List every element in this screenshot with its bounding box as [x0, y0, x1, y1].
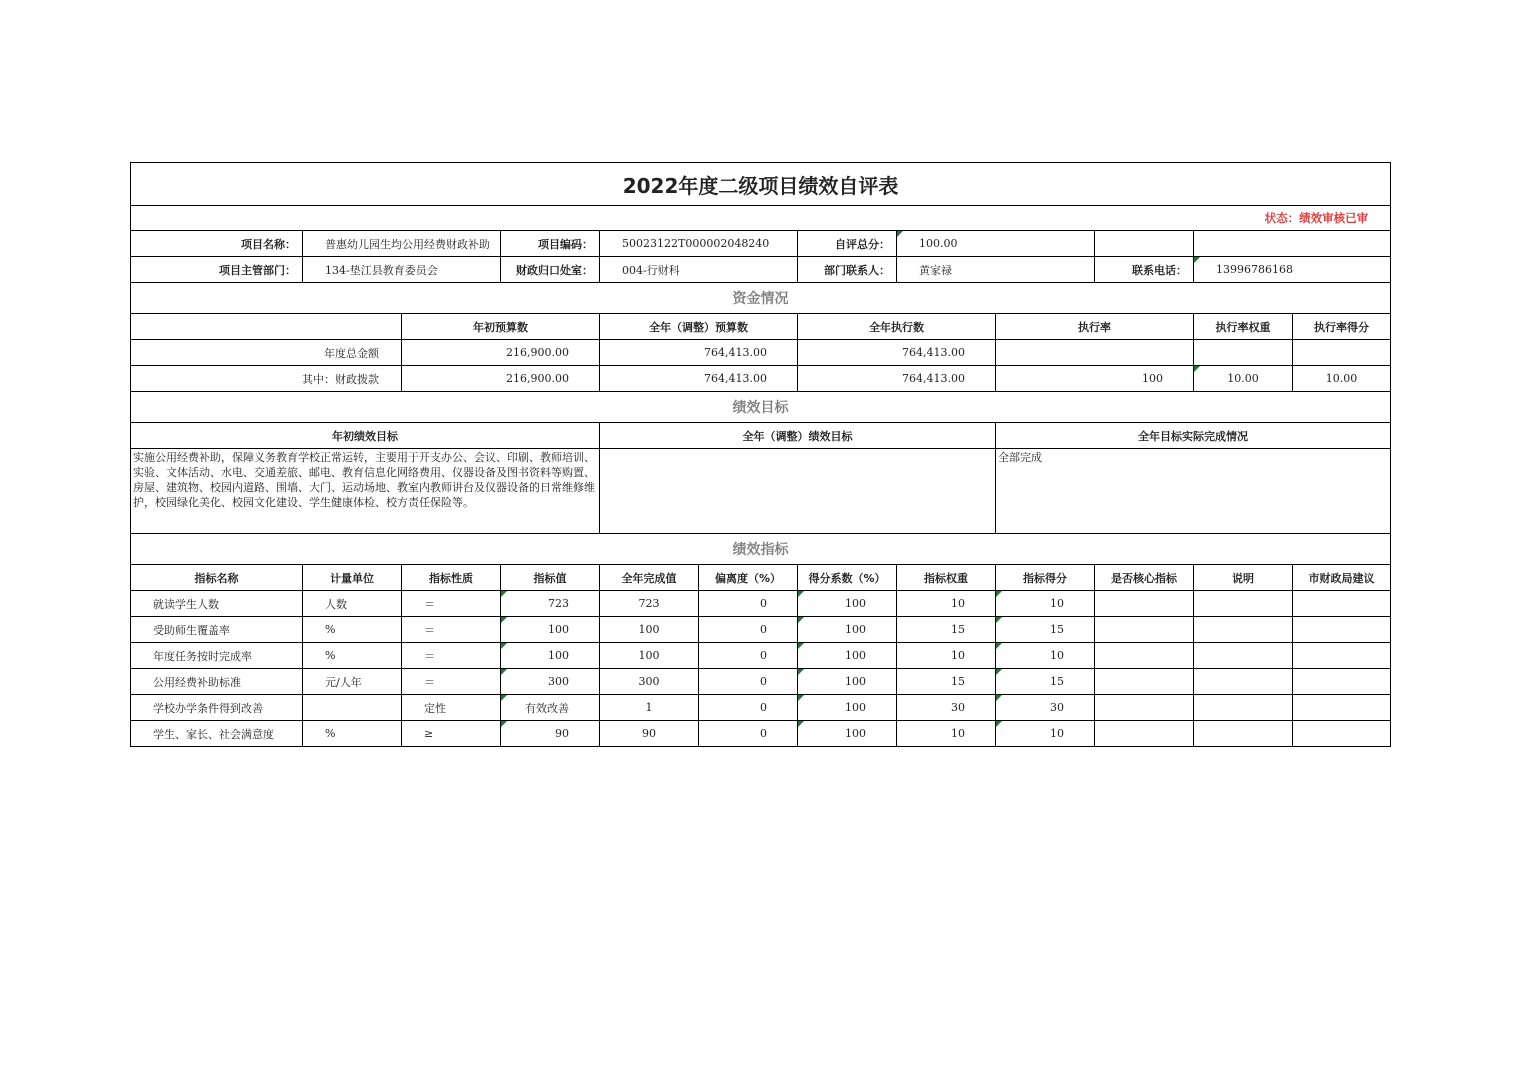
indicator-coefficient[interactable]: 100	[798, 721, 897, 747]
indicator-weight[interactable]: 10	[897, 643, 996, 669]
goals-header: 年初绩效目标	[131, 423, 600, 449]
indicator-done[interactable]: 1	[600, 695, 699, 721]
goals-section-title: 绩效目标	[131, 392, 1391, 423]
indicator-weight[interactable]: 10	[897, 721, 996, 747]
indicator-row	[131, 617, 1391, 643]
indicator-name: 年度任务按时完成率	[131, 643, 303, 669]
project-name-value[interactable]: 普惠幼儿园生均公用经费财政补助	[303, 231, 501, 257]
indicator-header: 全年完成值	[600, 565, 699, 591]
goals-header: 全年（调整）绩效目标	[600, 423, 996, 449]
indicator-name: 学校办学条件得到改善	[131, 695, 303, 721]
indicator-done[interactable]: 100	[600, 643, 699, 669]
indicator-value[interactable]: 300	[501, 669, 600, 695]
funds-initial[interactable]: 216,900.00	[402, 340, 600, 366]
funds-adjusted[interactable]: 764,413.00	[600, 340, 798, 366]
funds-header: 执行率权重	[1194, 314, 1293, 340]
indicator-value[interactable]: 723	[501, 591, 600, 617]
indicator-header: 指标得分	[996, 565, 1095, 591]
indicator-header: 指标性质	[402, 565, 501, 591]
indicator-header: 说明	[1194, 565, 1293, 591]
indicator-name: 就读学生人数	[131, 591, 303, 617]
indicator-unit[interactable]: %	[303, 617, 402, 643]
indicator-score[interactable]: 10	[996, 643, 1095, 669]
indicator-nature[interactable]: 定性	[402, 695, 501, 721]
dept-label: 项目主管部门：	[131, 257, 303, 283]
indicator-suggestion[interactable]	[1293, 591, 1391, 617]
dept-value[interactable]: 134-垫江县教育委员会	[303, 257, 501, 283]
indicator-core[interactable]	[1095, 721, 1194, 747]
indicator-suggestion[interactable]	[1293, 617, 1391, 643]
indicators-body	[131, 591, 1391, 747]
finance-office-label: 财政归口处室：	[501, 257, 600, 283]
funds-section-title: 资金情况	[131, 283, 1391, 314]
indicator-score[interactable]: 10	[996, 721, 1095, 747]
funds-header: 执行率得分	[1293, 314, 1391, 340]
actual-completion-text[interactable]: 全部完成	[996, 449, 1391, 534]
indicator-weight[interactable]: 10	[897, 591, 996, 617]
indicator-coefficient[interactable]: 100	[798, 591, 897, 617]
goals-row	[131, 449, 1391, 534]
indicator-note[interactable]	[1194, 643, 1293, 669]
indicator-header: 得分系数（%）	[798, 565, 897, 591]
indicator-note[interactable]	[1194, 669, 1293, 695]
funds-score[interactable]	[1293, 340, 1391, 366]
indicator-suggestion[interactable]	[1293, 695, 1391, 721]
status-badge: 状态：绩效审核已审	[1264, 211, 1369, 225]
indicator-header: 偏离度（%）	[699, 565, 798, 591]
indicator-score[interactable]: 10	[996, 591, 1095, 617]
phone-value[interactable]: 13996786168	[1194, 257, 1391, 283]
indicator-unit[interactable]: %	[303, 643, 402, 669]
indicators-section-title: 绩效指标	[131, 534, 1391, 565]
indicator-score[interactable]: 15	[996, 669, 1095, 695]
funds-rate[interactable]	[996, 340, 1194, 366]
indicator-header: 指标权重	[897, 565, 996, 591]
indicator-core[interactable]	[1095, 643, 1194, 669]
indicator-coefficient[interactable]: 100	[798, 643, 897, 669]
indicator-row	[131, 591, 1391, 617]
contact-value[interactable]: 黄家禄	[897, 257, 1095, 283]
funds-header: 全年执行数	[798, 314, 996, 340]
indicator-value[interactable]: 100	[501, 643, 600, 669]
funds-weight[interactable]: 10.00	[1194, 366, 1293, 392]
indicator-deviation[interactable]: 0	[699, 643, 798, 669]
funds-executed[interactable]: 764,413.00	[798, 366, 996, 392]
indicator-value[interactable]: 90	[501, 721, 600, 747]
indicator-deviation[interactable]: 0	[699, 695, 798, 721]
funds-row	[131, 340, 1391, 366]
indicator-header: 指标名称	[131, 565, 303, 591]
indicator-weight[interactable]: 15	[897, 669, 996, 695]
funds-row	[131, 366, 1391, 392]
initial-goal-text[interactable]: 实施公用经费补助，保障义务教育学校正常运转，主要用于开支办公、会议、印刷、教师培训、实验、文体活动、水电、交通差旅、邮电、教育信息化网络费用、仪器设备及图书资料等购置、房屋、建筑物、校园内道路、围墙、大门、运动场地、教室内教师讲台及仪器设备的日常维修维护，校园绿化美化、校园文化建设、学生健康体检、校方责任保险等。	[131, 449, 600, 534]
funds-executed[interactable]: 764,413.00	[798, 340, 996, 366]
funds-weight[interactable]	[1194, 340, 1293, 366]
indicator-note[interactable]	[1194, 591, 1293, 617]
indicator-score[interactable]: 30	[996, 695, 1095, 721]
funds-rate[interactable]: 100	[996, 366, 1194, 392]
project-code-label: 项目编码：	[501, 231, 600, 257]
project-name-label: 项目名称：	[131, 231, 303, 257]
indicator-done[interactable]: 100	[600, 617, 699, 643]
indicator-unit[interactable]: 元/人年	[303, 669, 402, 695]
indicator-core[interactable]	[1095, 591, 1194, 617]
indicator-deviation[interactable]: 0	[699, 721, 798, 747]
indicator-header: 指标值	[501, 565, 600, 591]
score-label: 自评总分：	[798, 231, 897, 257]
indicator-done[interactable]: 90	[600, 721, 699, 747]
page-title: 2022年度二级项目绩效自评表	[131, 163, 1391, 206]
project-code-value[interactable]: 50023122T000002048240	[600, 231, 798, 257]
evaluation-sheet	[130, 162, 1391, 747]
indicator-nature[interactable]: ＝	[402, 643, 501, 669]
funds-row-label: 其中：财政拨款	[131, 366, 402, 392]
indicator-note[interactable]	[1194, 617, 1293, 643]
funds-adjusted[interactable]: 764,413.00	[600, 366, 798, 392]
phone-label: 联系电话：	[1095, 257, 1194, 283]
indicator-name: 学生、家长、社会满意度	[131, 721, 303, 747]
indicator-unit[interactable]: %	[303, 721, 402, 747]
funds-header: 年初预算数	[402, 314, 600, 340]
indicator-nature[interactable]: ≥	[402, 721, 501, 747]
adjusted-goal-text[interactable]	[600, 449, 996, 534]
indicator-header: 市财政局建议	[1293, 565, 1391, 591]
indicator-coefficient[interactable]: 100	[798, 695, 897, 721]
indicator-coefficient[interactable]: 100	[798, 669, 897, 695]
indicator-done[interactable]: 300	[600, 669, 699, 695]
funds-header: 执行率	[996, 314, 1194, 340]
goals-header: 全年目标实际完成情况	[996, 423, 1391, 449]
indicator-core[interactable]	[1095, 695, 1194, 721]
indicator-nature[interactable]: ＝	[402, 591, 501, 617]
info-row-1	[131, 231, 1391, 257]
indicator-done[interactable]: 723	[600, 591, 699, 617]
indicator-coefficient[interactable]: 100	[798, 617, 897, 643]
indicator-score[interactable]: 15	[996, 617, 1095, 643]
funds-header-row	[131, 314, 1391, 340]
indicator-unit[interactable]	[303, 695, 402, 721]
indicator-unit[interactable]: 人数	[303, 591, 402, 617]
indicator-suggestion[interactable]	[1293, 643, 1391, 669]
indicator-core[interactable]	[1095, 669, 1194, 695]
indicator-nature[interactable]: ＝	[402, 617, 501, 643]
indicator-weight[interactable]: 30	[897, 695, 996, 721]
funds-header: 全年（调整）预算数	[600, 314, 798, 340]
indicator-core[interactable]	[1095, 617, 1194, 643]
indicator-name: 受助师生覆盖率	[131, 617, 303, 643]
score-value[interactable]: 100.00	[897, 231, 1095, 257]
funds-initial[interactable]: 216,900.00	[402, 366, 600, 392]
indicator-deviation[interactable]: 0	[699, 617, 798, 643]
indicator-note[interactable]	[1194, 721, 1293, 747]
indicator-weight[interactable]: 15	[897, 617, 996, 643]
indicator-row	[131, 669, 1391, 695]
indicator-suggestion[interactable]	[1293, 669, 1391, 695]
info-row-2	[131, 257, 1391, 283]
indicator-row	[131, 643, 1391, 669]
indicator-value[interactable]: 有效改善	[501, 695, 600, 721]
indicator-deviation[interactable]: 0	[699, 591, 798, 617]
indicator-row	[131, 721, 1391, 747]
finance-office-value[interactable]: 004-行财科	[600, 257, 798, 283]
indicators-header-row	[131, 565, 1391, 591]
indicator-header: 是否核心指标	[1095, 565, 1194, 591]
indicator-note[interactable]	[1194, 695, 1293, 721]
funds-score[interactable]: 10.00	[1293, 366, 1391, 392]
funds-row-label: 年度总金额	[131, 340, 402, 366]
indicator-header: 计量单位	[303, 565, 402, 591]
indicator-deviation[interactable]: 0	[699, 669, 798, 695]
indicator-value[interactable]: 100	[501, 617, 600, 643]
contact-label: 部门联系人：	[798, 257, 897, 283]
indicator-suggestion[interactable]	[1293, 721, 1391, 747]
goals-header-row	[131, 423, 1391, 449]
indicator-row	[131, 695, 1391, 721]
indicator-name: 公用经费补助标准	[131, 669, 303, 695]
indicator-nature[interactable]: ＝	[402, 669, 501, 695]
